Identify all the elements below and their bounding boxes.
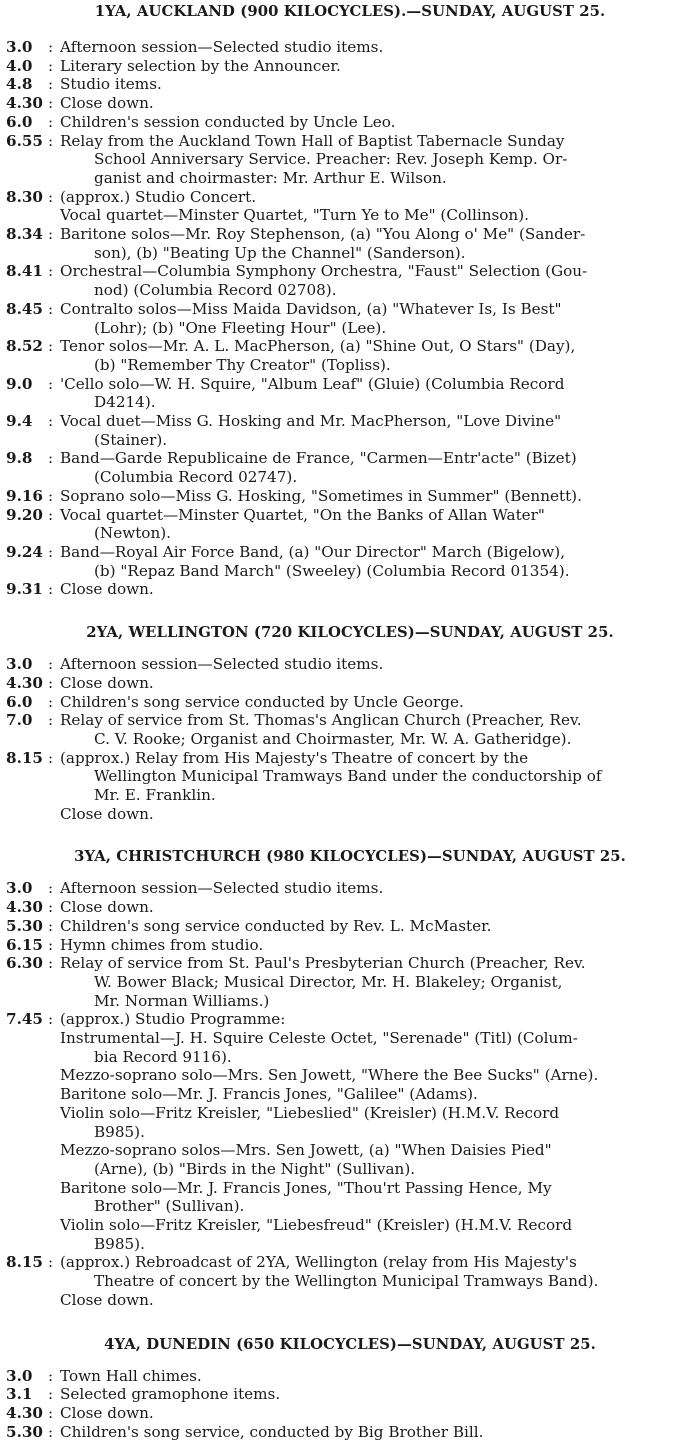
entry-line: (approx.) Studio Concert. [60, 187, 257, 206]
programme-entry [6, 1385, 694, 1404]
programme-entry [6, 412, 694, 449]
time-separator: : [48, 1422, 54, 1441]
time-separator: : [48, 748, 54, 767]
entry-time: 7.45 [6, 1010, 43, 1029]
station-heading: 2YA, WELLINGTON (720 KILOCYCLES)—SUNDAY, AUGUST 25. [86, 624, 614, 642]
entry-line: Studio items. [60, 75, 162, 94]
entry-line: Orchestral—Columbia Symphony Orchestra, "Faust" Selection (Gou- [60, 262, 588, 281]
programme-entry [6, 711, 694, 748]
programme-entry [6, 506, 694, 543]
entry-line: Close down. [60, 1290, 154, 1309]
entry-line: Mr. Norman Williams.) [94, 991, 270, 1010]
entry-line: Baritone solo—Mr. J. Francis Jones, "Galilee" (Adams). [60, 1085, 478, 1104]
time-separator: : [48, 187, 54, 206]
entry-line: Theatre of concert by the Wellington Municipal Tramways Band). [94, 1272, 599, 1291]
entry-line: Baritone solo—Mr. J. Francis Jones, "Thou'rt Passing Hence, My [60, 1178, 552, 1197]
entry-line: (b) "Remember Thy Creator" (Topliss). [94, 355, 391, 374]
programme-entry [6, 337, 694, 374]
entry-line: Brother" (Sullivan). [94, 1197, 245, 1216]
entry-line: Children's song service conducted by Uncle George. [60, 692, 464, 711]
entry-time: 6.55 [6, 131, 43, 150]
time-separator: : [48, 1404, 54, 1422]
programme-entry [6, 1029, 694, 1066]
entry-time: 4.30 [6, 898, 43, 917]
time-separator: : [48, 337, 54, 356]
entry-line: Afternoon session—Selected studio items. [60, 38, 384, 56]
entry-line: Children's song service, conducted by Big Brother Bill. [60, 1422, 484, 1441]
entry-time: 8.15 [6, 1253, 43, 1272]
entry-time: 9.0 [6, 374, 33, 393]
station-heading: 1YA, AUCKLAND (900 KILOCYCLES).—SUNDAY, AUGUST 25. [94, 3, 606, 20]
entry-line: Tenor solos—Mr. A. L. MacPherson, (a) "Shine Out, O Stars" (Day), [60, 337, 576, 356]
programme-entry [6, 898, 694, 917]
entry-line: Band—Garde Republicaine de France, "Carmen—Entr'acte" (Bizet) [60, 449, 577, 468]
time-separator: : [48, 449, 54, 468]
time-separator: : [48, 1253, 54, 1272]
entry-line: nod) (Columbia Record 02708). [94, 281, 337, 300]
entry-time: 9.24 [6, 542, 43, 561]
programme-entry [6, 917, 694, 936]
entry-line: (Lohr); (b) "One Fleeting Hour" (Lee). [94, 318, 387, 337]
entry-line: B985). [94, 1122, 145, 1141]
entry-line: (Arne), (b) "Birds in the Night" (Sullivan). [94, 1159, 416, 1178]
programme-entry [6, 1085, 694, 1104]
programme-entry [6, 300, 694, 337]
entry-line: Relay of service from St. Paul's Presbyterian Church (Preacher, Rev. [60, 954, 586, 973]
entry-time: 3.0 [6, 879, 33, 898]
programme-entry [6, 1104, 694, 1141]
time-separator: : [48, 1366, 54, 1385]
programme-entry [6, 580, 694, 599]
time-separator: : [48, 112, 54, 131]
entry-line: Violin solo—Fritz Kreisler, "Liebesfreud" (Kreisler) (H.M.V. Record [60, 1216, 573, 1235]
entry-line: Mezzo-soprano solos—Mrs. Sen Jowett, (a) "When Daisies Pied" [60, 1141, 552, 1160]
entry-time: 4.30 [6, 673, 43, 692]
programme-entry [6, 749, 694, 805]
time-separator: : [48, 542, 54, 561]
entry-line: (Stainer). [94, 430, 168, 449]
programme-entry [6, 1367, 694, 1386]
station-heading: 3YA, CHRISTCHURCH (980 KILOCYCLES)—SUNDAY, AUGUST 25. [74, 848, 626, 866]
entry-line: Band—Royal Air Force Band, (a) "Our Director" March (Bigelow), [60, 542, 566, 561]
programme-entry [6, 75, 694, 94]
station-section [6, 823, 694, 1309]
entry-line: bia Record 9116). [94, 1047, 232, 1066]
programme-entry [6, 1404, 694, 1423]
time-separator: : [48, 935, 54, 954]
programme-entry [6, 693, 694, 712]
station-section [6, 599, 694, 823]
entry-line: Hymn chimes from studio. [60, 935, 264, 954]
programme-entry [6, 1423, 694, 1441]
entry-line: (b) "Repaz Band March" (Sweeley) (Columbia Record 01354). [94, 561, 570, 580]
programme-entry [6, 94, 694, 113]
entry-line: Vocal quartet—Minster Quartet, "Turn Ye to Me" (Collinson). [60, 206, 529, 225]
entry-line: Selected gramophone items. [60, 1385, 281, 1404]
programme-entry [6, 1141, 694, 1178]
entry-line: Children's song service conducted by Rev. L. McMaster. [60, 916, 492, 935]
entry-time: 6.15 [6, 935, 43, 954]
entry-time: 8.15 [6, 748, 43, 767]
time-separator: : [48, 38, 54, 56]
programme-entry [6, 113, 694, 132]
entry-time: 9.4 [6, 412, 33, 431]
programme-entry [6, 879, 694, 898]
entry-line: Literary selection by the Announcer. [60, 56, 341, 75]
entry-line: W. Bower Black; Musical Director, Mr. H. Blakeley; Organist, [94, 972, 563, 991]
entry-time: 8.34 [6, 225, 43, 244]
entry-line: D4214). [94, 393, 156, 412]
time-separator: : [48, 299, 54, 318]
entry-line: Vocal quartet—Minster Quartet, "On the Banks of Allan Water" [60, 505, 545, 524]
programme-entry [6, 38, 694, 57]
entry-line: Close down. [60, 673, 154, 692]
entry-time: 3.0 [6, 655, 33, 674]
programme-entry [6, 936, 694, 955]
time-separator: : [48, 262, 54, 281]
entry-time: 9.20 [6, 505, 43, 524]
entry-time: 3.0 [6, 1366, 33, 1385]
entry-line: Afternoon session—Selected studio items. [60, 879, 384, 898]
entry-time: 3.0 [6, 38, 33, 56]
programme-entry [6, 1291, 694, 1310]
programme-entry [6, 1066, 694, 1085]
entry-time: 9.31 [6, 580, 43, 599]
entry-time: 4.0 [6, 56, 33, 75]
entry-line: Instrumental—J. H. Squire Celeste Octet, "Serenade" (Titl) (Colum- [60, 1029, 578, 1048]
entry-line: Close down. [60, 94, 154, 113]
time-separator: : [48, 580, 54, 599]
entry-line: Contralto solos—Miss Maida Davidson, (a) "Whatever Is, Is Best" [60, 299, 562, 318]
entry-line: (Newton). [94, 524, 171, 543]
entry-time: 5.30 [6, 916, 43, 935]
time-separator: : [48, 505, 54, 524]
entry-line: Wellington Municipal Tramways Band under the conductorship of [94, 767, 602, 786]
entry-time: 8.45 [6, 299, 43, 318]
entry-line: Mezzo-soprano solo—Mrs. Sen Jowett, "Where the Bee Sucks" (Arne). [60, 1066, 599, 1085]
entry-time: 8.30 [6, 187, 43, 206]
entry-time: 4.30 [6, 1404, 43, 1422]
programme-entry [6, 655, 694, 674]
entry-time: 7.0 [6, 711, 33, 730]
programme-entry [6, 206, 694, 225]
time-separator: : [48, 954, 54, 973]
entry-time: 4.30 [6, 94, 43, 113]
entry-line: Town Hall chimes. [60, 1366, 202, 1385]
entry-time: 8.52 [6, 337, 43, 356]
time-separator: : [48, 898, 54, 917]
station-section [6, 1310, 694, 1441]
programme-entry [6, 132, 694, 188]
entry-time: 6.0 [6, 112, 33, 131]
entry-line: School Anniversary Service. Preacher: Rev. Joseph Kemp. Or- [94, 150, 568, 169]
entry-line: C. V. Rooke; Organist and Choirmaster, Mr. W. A. Gatheridge). [94, 729, 572, 748]
programme-entry [6, 1179, 694, 1216]
programme-entry [6, 1010, 694, 1029]
programme-entry [6, 674, 694, 693]
entry-time: 3.1 [6, 1385, 33, 1404]
entry-line: Mr. E. Franklin. [94, 786, 216, 805]
time-separator: : [48, 1385, 54, 1404]
entry-line: Relay from the Auckland Town Hall of Baptist Tabernacle Sunday [60, 131, 565, 150]
time-separator: : [48, 879, 54, 898]
entry-time: 9.16 [6, 486, 43, 505]
entry-line: Baritone solos—Mr. Roy Stephenson, (a) "You Along o' Me" (Sander- [60, 225, 586, 244]
programme-entry [6, 375, 694, 412]
entry-line: Children's session conducted by Uncle Leo. [60, 112, 396, 131]
entry-time: 5.30 [6, 1422, 43, 1441]
programme-entry [6, 487, 694, 506]
time-separator: : [48, 56, 54, 75]
station-heading: 4YA, DUNEDIN (650 KILOCYCLES)—SUNDAY, AUGUST 25. [104, 1335, 596, 1353]
entry-line: Close down. [60, 580, 154, 599]
entry-line: Close down. [60, 898, 154, 917]
programme-entry [6, 805, 694, 824]
entry-line: Violin solo—Fritz Kreisler, "Liebeslied" (Kreisler) (H.M.V. Record [60, 1103, 560, 1122]
entry-line: (approx.) Rebroadcast of 2YA, Wellington (relay from His Majesty's [60, 1253, 577, 1272]
entry-time: 6.30 [6, 954, 43, 973]
time-separator: : [48, 916, 54, 935]
programme-entry [6, 188, 694, 207]
station-section [6, 0, 694, 599]
entry-line: Soprano solo—Miss G. Hosking, "Sometimes in Summer" (Bennett). [60, 486, 582, 505]
entry-line: son), (b) "Beating Up the Channel" (Sanderson). [94, 243, 466, 262]
entry-line: B985). [94, 1234, 145, 1253]
entry-line: (approx.) Relay from His Majesty's Theatre of concert by the [60, 748, 529, 767]
time-separator: : [48, 94, 54, 113]
time-separator: : [48, 412, 54, 431]
time-separator: : [48, 673, 54, 692]
entry-line: ganist and choirmaster: Mr. Arthur E. Wilson. [94, 168, 447, 187]
entry-time: 9.8 [6, 449, 33, 468]
entry-time: 4.8 [6, 75, 33, 94]
entry-line: Vocal duet—Miss G. Hosking and Mr. MacPherson, "Love Divine" [60, 412, 562, 431]
time-separator: : [48, 1010, 54, 1029]
programme-entry [6, 1216, 694, 1253]
entry-line: Afternoon session—Selected studio items. [60, 655, 384, 674]
entry-time: 8.41 [6, 262, 43, 281]
time-separator: : [48, 655, 54, 674]
entry-time: 6.0 [6, 692, 33, 711]
time-separator: : [48, 711, 54, 730]
programme-entry [6, 543, 694, 580]
entry-line: Close down. [60, 1404, 154, 1422]
programme-entry [6, 57, 694, 76]
programme-entry [6, 954, 694, 1010]
entry-line: (Columbia Record 02747). [94, 468, 298, 487]
time-separator: : [48, 374, 54, 393]
programme-entry [6, 262, 694, 299]
time-separator: : [48, 692, 54, 711]
entry-line: (approx.) Studio Programme: [60, 1010, 286, 1029]
entry-line: Relay of service from St. Thomas's Anglican Church (Preacher, Rev. [60, 711, 582, 730]
time-separator: : [48, 75, 54, 94]
time-separator: : [48, 225, 54, 244]
programme-entry [6, 225, 694, 262]
programme-entry [6, 449, 694, 486]
entry-line: Close down. [60, 804, 154, 823]
time-separator: : [48, 131, 54, 150]
entry-line: 'Cello solo—W. H. Squire, "Album Leaf" (Gluie) (Columbia Record [60, 374, 565, 393]
programme-entry [6, 1253, 694, 1290]
time-separator: : [48, 486, 54, 505]
